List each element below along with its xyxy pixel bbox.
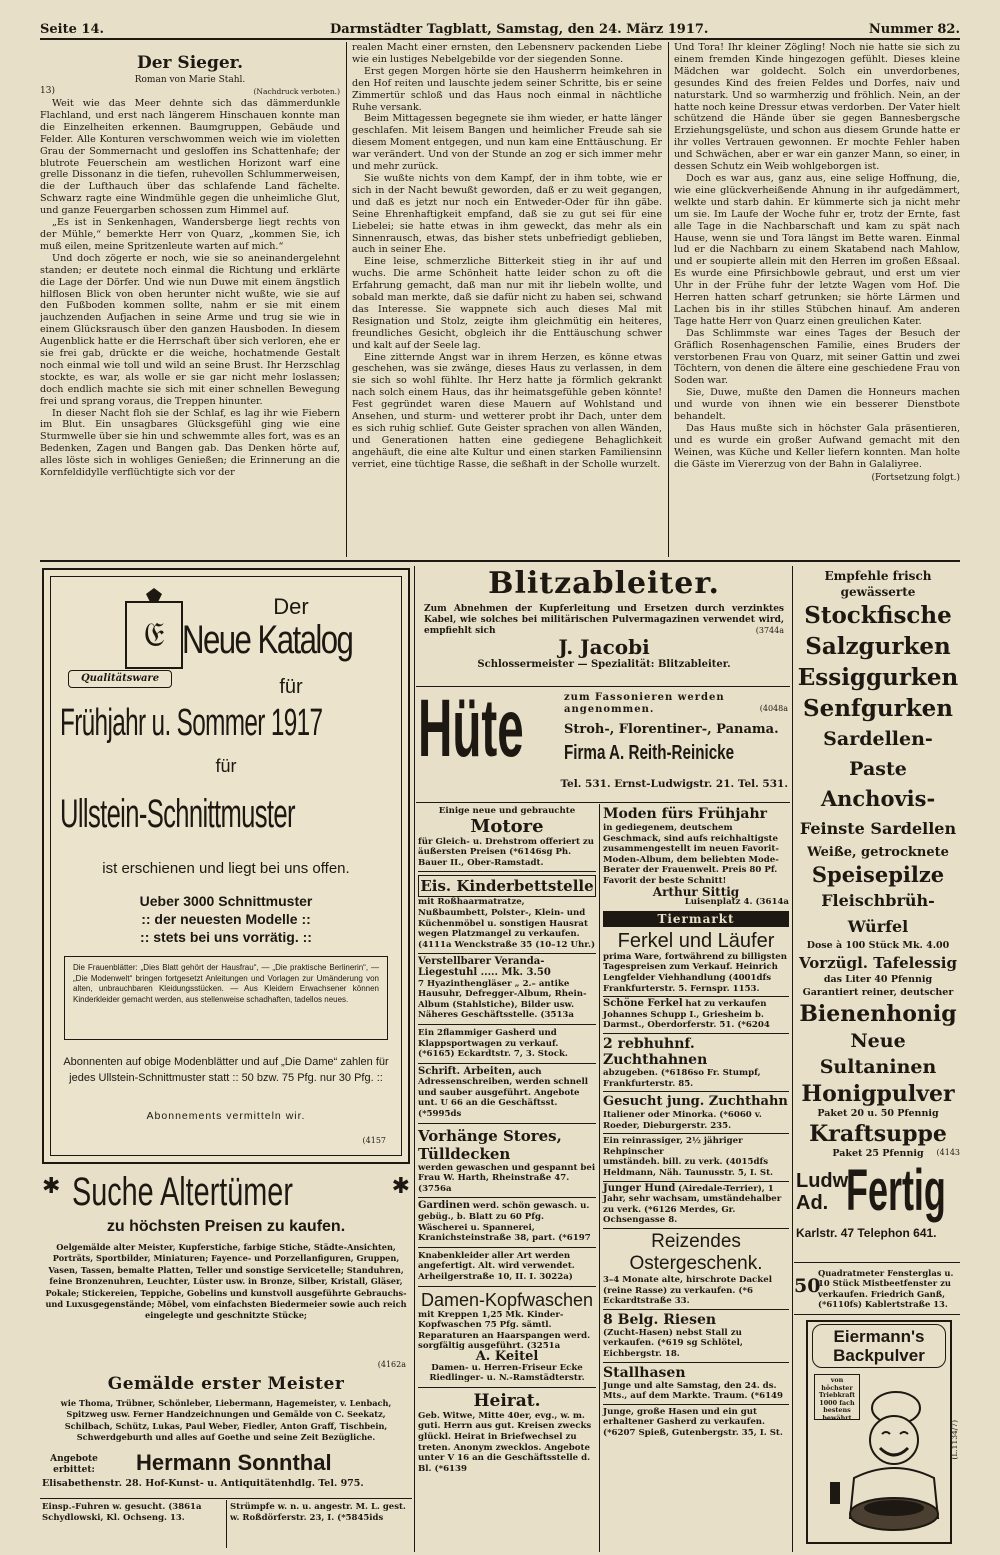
ad-pre: Einige neue und gebrauchte <box>438 806 576 816</box>
ad-altertuemer <box>42 1172 410 1514</box>
ad-code: (4162a <box>377 1360 406 1369</box>
paragraph: Eine leise, schmerzliche Bitterkeit stieg in ihr auf und wuchs. Die arme Schönheit hatte leider schon zu oft die Erfahrung gemacht, daß man nur mit ihr liebeln wollte, und sobald man merkte, daß sie dafür nicht zu haben sei, schwand das Interesse. Sie wappnete sich auch dieses Mal mit Resignation und Stolz, zeigte ihm gleichmütig ein heiteres, freundliches Gesicht, obgleich ihr die Enttäuschung schwer und kalt auf der Seele lag. <box>352 256 662 351</box>
fertig-name: Fertig <box>846 1158 946 1223</box>
ad-heading: Gesucht jung. Zuchthahn <box>603 1094 788 1110</box>
ad-stallhasen <box>603 1365 789 1402</box>
ad-text: Italiener oder Minorka. (*6060 v. Roeder, Dieburgerstr. 235. <box>603 1110 762 1131</box>
ad-text: umständeh. bill. zu verk. (4015dfs Heldmann, Näh. Taunusstr. 5, I. St. <box>603 1157 774 1179</box>
ad-code: (4157 <box>362 1136 386 1145</box>
ad-rule <box>794 1262 960 1263</box>
ad-heading: Junger Hund <box>603 1182 676 1194</box>
katalog-bold-1: Ueber 3000 Schnittmuster <box>139 893 313 909</box>
paragraph: realen Macht einer ernsten, den Lebensnerv packenden Liebe wie ein lustiges Nebelgebilde vor der siegenden Sonne. <box>352 42 662 65</box>
tiermarkt-header: Tiermarkt <box>603 911 789 927</box>
ad-heading: Ein 2flammiger Gasherd und Klappsportwagen zu verkauf. <box>418 1027 559 1049</box>
altertuemer-sub: zu höchsten Preisen zu kaufen. <box>106 1218 346 1235</box>
ad-ferkel <box>603 930 789 994</box>
ad-kinderbett <box>418 875 596 950</box>
star-icon: ✱ <box>391 1174 410 1199</box>
fertig-honig: Honigpulver <box>801 1081 955 1107</box>
serial-title: Der Sieger. <box>136 53 243 73</box>
ad-rule <box>794 1314 960 1315</box>
ad-text: aller Art werden angefertigt. Alt. wird verwendet. Arheilgerstraße 10, II. I. 3022a) <box>418 1250 575 1282</box>
ad-text: werd. schön gewasch. u. gebüg., b. Blatt zu 60 Pfg. Wäscherei u. Spannerei, Kranichsteinstraße 38, part. (*6197 <box>418 1201 591 1244</box>
cake-top-icon <box>864 1500 924 1516</box>
huete-line-1: zum Fassonieren werden angenommen. <box>564 692 725 715</box>
ad-text: Damen- u. Herren-Friseur Ecke Riedlinger- u. N.-Ramstädterstr. <box>429 1362 585 1384</box>
paragraph: Beim Mittagessen begegnete sie ihm wieder, er hatte länger geschlafen. Mit leisem Bangen und heimlicher Freude sah sie diesem Moment entgegen, und nun kam eine Enttäuschung. Er war verändert. Und von der Stunde an zog er sich immer mehr und mehr zurück. <box>352 113 662 173</box>
paragraph: Das Haus mußte sich in höchster Gala präsentieren, und es wurde ein großer Aufwand gemacht mit den Weinen, was Küche und Keller liefern konnten. Man holte die Gäste im Viererzug von der Bahn in Galaliyree. <box>674 423 960 470</box>
huete-address: Tel. 531. Ernst-Ludwigstr. 21. Tel. 531. <box>560 778 788 790</box>
blitz-sub: Schlossermeister — Spezialität: Blitzableiter. <box>477 659 731 670</box>
page-number: Seite 14. <box>40 22 105 37</box>
ad-motore <box>418 806 596 868</box>
ad-heading: Heirat. <box>473 1390 541 1411</box>
ad-ostergeschenk <box>603 1231 789 1307</box>
ad-kopfwaschen <box>418 1290 596 1384</box>
fertig-name-block <box>796 1158 960 1226</box>
ad-gasherd <box>418 1028 596 1060</box>
column-rule <box>599 804 600 1552</box>
fertig-weisse: Weiße, getrocknete <box>807 845 949 860</box>
eiermann-title-2: Backpulver <box>833 1346 925 1365</box>
issue-number: Nummer 82. <box>868 22 960 37</box>
monogram-icon: 𝔈 <box>143 615 165 655</box>
katalog-fuer-1: für <box>279 676 303 698</box>
serial-subtitle: Roman von Marie Stahl. <box>134 75 246 85</box>
masthead: Darmstädter Tagblatt, Samstag, den 24. März 1917. <box>330 22 709 37</box>
column-rule <box>414 566 415 1552</box>
ad-heading: Schrift. Arbeiten, <box>418 1065 516 1077</box>
ad-heading: Reizendes Ostergeschenk. <box>629 1231 763 1275</box>
fertig-item: Senfgurken <box>802 695 954 722</box>
ad-zuchthahn-gesucht <box>603 1094 789 1131</box>
fertig-item: Anchovis- <box>820 786 936 811</box>
fertig-ad: Ad. <box>796 1192 829 1214</box>
katalog-season: Frühjahr u. Sommer 1917 <box>60 702 323 744</box>
ad-fensterglas <box>794 1266 960 1312</box>
fertig-item: Sardellen-Paste <box>823 728 933 780</box>
ad-heading: A. Keitel <box>475 1348 539 1364</box>
fertig-garantiert: Garantiert reiner, deutscher <box>802 987 954 998</box>
ad-heading: Ein reinrassiger, 2½ jähriger Rehpinscher <box>603 1136 743 1157</box>
ad-code: (4048a <box>759 704 788 713</box>
ad-liegestuhl <box>418 957 596 1021</box>
paragraph: Erst gegen Morgen hörte sie den Hausherrn heimkehren in den Hof reiten und lauschte jedem seiner Schritte, bis er seine Zimmertür schloß und das Haus noch einmal in nächtliche Ruhe versank. <box>352 65 662 113</box>
page-header <box>40 20 960 40</box>
fertig-speise: Speisepilze <box>811 862 945 887</box>
ad-text: in gediegenem, deutschem Geschmack, sind aufs reichhaltigste zusammengestellt im neuen Favorit-Moden-Album, dem beliebten Mode-Berater der Frauenwelt. Preis 80 Pf. Favorit der beste Schnitt! <box>603 823 779 886</box>
ad-text: (Zucht-Hasen) nebst Stall zu verkaufen. (*619 sg Schlötel, Eichbergstr. 18. <box>603 1327 743 1359</box>
fertig-ludw: Ludw. <box>796 1170 854 1192</box>
fertig-tafel: Vorzügl. Tafelessig <box>799 954 957 972</box>
paragraph: Und doch zögerte er noch, wie sie so aneinandergelehnt standen; er deutete noch einmal die Richtung und erklärte die Lage der Dörfer. Und wie nun Duwe mit einem ängstlich hilflosen Blick von oben herunter nicht wußte, wie sie auf den Fußboden kommen sollte, nahm er sie mit einem jauchzenden Aufjachen in seine Arme und trug sie wie in einem Glücksrausch über den ganzen Hausboden. In diesem Augenblick hatte er die Herrschaft über sich verloren, ehe er sie frei gab, drückte er die weiche, hochatmende Gestalt noch einmal wie toll und wild an seine Brust. Ihr Herzschlag stockte, es war, als wolle er sie gar nicht mehr loslassen; doch endlich machte sie sich mit einer schnellen Bewegung frei und sprang voraus, die Treppen hinunter. <box>40 252 340 407</box>
ad-blitzableiter <box>418 566 790 686</box>
ad-text: Luisenplatz 4. (3614a <box>684 897 789 908</box>
ad-heading: Ferkel und Läufer <box>617 929 775 952</box>
ad-heading: 8 Belg. Riesen <box>603 1311 717 1328</box>
ad-knabenkleider <box>418 1251 596 1283</box>
paragraph: Sie wußte nichts von dem Kampf, der in ihm tobte, wie er sich in der Nacht bewußt geworden, daß er zu weit gegangen, und daß es jetzt nur noch ein Entweder-Oder für ihn gäbe. Seine Ehrenhaftigkeit empfand, daß sie zu gut sei für eine Liebelei; sie hatte etwas in ihm geweckt, das mehr als ein Sinnenrausch, etwas, das bisher stets unbefriedigt geblieben, auch in seiner Ehe. <box>352 172 662 256</box>
paragraph: „Es ist in Senkenhagen, Wandersberge liegt rechts von der Mühle,“ bemerkte Herr von Quarz, „kommen Sie, ich muß eilen, meine Spritzenleute warten auf mich.“ <box>40 217 340 252</box>
column-rule <box>792 566 793 1552</box>
paragraph: Das Schlimmste war eines Tages der Besuch der Gräflich Rosenhagenschen Familie, eines Bruders der verstorbenen Frau von Quarz, mit seiner Gattin und zwei Töchtern, von denen die ältere eine geschiedene Frau von Soden war. <box>674 327 960 387</box>
gemaelde-text: wie Thoma, Trübner, Schönleber, Liebermann, Hagemeister, v. Lenbach, Spitzweg usw. Ferner Handzeichnungen und Gemälde von C. Seekatz, Schilbach, Schütz, Lukas, Paul Weber, Fiedler, Anton Graff, Tischbein, Schwerdgeburth und alles auf Goethe und seine Zeit Bezügliche. <box>60 1398 392 1443</box>
ad-text: Geb. Witwe, Mitte 40er, evg., w. m. guti. Herrn aus gut. Kreisen zwecks glückl. Heirat in Briefwechsel zu treten. Anonym zwecklos. Angebote unter V 16 an die Geschäftsstelle d. Bl. (*6139 <box>418 1410 592 1474</box>
ad-eiermann <box>806 1320 952 1544</box>
fertig-address: Karlstr. 47 Telephon 641. <box>796 1226 937 1240</box>
ad-rule <box>416 802 790 803</box>
fertig-item: Salzgurken <box>805 633 951 660</box>
katalog-ullstein: Ullstein-Schnittmuster <box>60 792 295 836</box>
ad-code: (3744a <box>755 626 784 635</box>
column-rule <box>668 42 669 557</box>
ad-heading: Vorhänge Stores, Tülldecken <box>418 1126 562 1163</box>
ad-rehpinscher <box>603 1136 789 1178</box>
huete-firma: Firma A. Reith-Reinicke <box>564 742 735 764</box>
ad-text: 3–4 Monate alte, hirschrote Dackel (reine Rasse) zu verkaufen. (*6 Eckardtstraße 33. <box>603 1275 772 1307</box>
katalog-info-box: Die Frauenblätter: „Dies Blatt gehört der Hausfrau“, — „Die praktische Berlinerin“, — „Die Modenwelt“ bringen fortgesetzt Anleitungen und Vorlagen zur Umänderung von alten, unbrauchbaren Kleidungsstücken. — Aus Kleidern Erwachsener können Kinderkleider gemacht werden, aus stellenweise schadhaften, tadellos neues. <box>64 956 388 1040</box>
ad-huete <box>418 683 790 800</box>
ad-text: für Gleich- u. Drehstrom offeriert zu äußersten Preisen (*6146sg Ph. Bauer II., Ober-Ramstadt. <box>418 836 595 868</box>
ad-text: mit Kreppen 1,25 Mk. Kinder-Kopfwaschen 75 Pfg. sämtl. Reparaturen an Haarspangen werd. sorgfältig ausgeführt. (3251a <box>418 1309 591 1352</box>
ad-fuhren: Einsp.-Fuhren w. gesucht. (3861a Schydlowski, Kl. Ochseng. 13. <box>42 1502 202 1523</box>
ad-struempfe: Strümpfe w. n. u. angestr. M. L. gest. w. Roßdörferstr. 23, I. (*5845ids <box>230 1502 406 1523</box>
column-rule <box>226 1500 227 1548</box>
paragraph: Doch es war aus, ganz aus, eine selige Hoffnung, die, wie eine glückverheißende Ahnung in ihr aufgedämmert, welkte und starb dahin. Er kümmerte sich ja nicht mehr um sie. Im Laufe der Woche fuhr er, trotz der Ernte, fast alle Tage in die Nachbarschaft und kam zu spät nach Hause, wenn sie und Tora längst im Bette waren. Einmal lud er die Nachbarn zu einem Skatabend nach Mahlow, und er soupierte allein mit den Herren im großen Eßsaal. Es wurde eine Pfirsichbowle gebraut, und erst um vier Uhr in der Frühe fuhr der letzte Wagen vom Hof. Die Herren hatten scharf getrunken; sie hörte Lärmen und Lachen bis in ihr stilles Stübchen hinauf. Am anderen Tage hatte Herr von Quarz einen greulichen Kater. <box>674 172 960 327</box>
ad-zuchthahnen <box>603 1036 789 1089</box>
reprint-note: (Nachdruck verboten.) <box>253 87 340 96</box>
paragraph: Weit wie das Meer dehnte sich das dämmerdunkle Flachland, und erst nach längerem Hinschauen konnte man die Einzelheiten erkennen. Baumgruppen, Gebäude und Felder. Alle Konturen verschwommen weich wie im violetten Grau der Sommernacht und gesloffen ins Schattenhafe; der blutrote Feuerschein am westlichen Horizont warf eine grelle Dissonanz in die tiefen, ruhevollen Schlummerweisen, die der Lufthauch über das schlafende Land fächelte. Schwarz ragte eine Windmühle gegen die unheimliche Glut, und ganze Feuergarben schossen zum Himmel auf. <box>40 98 340 217</box>
ad-text: prima Ware, fortwährend zu billigsten Tagespreisen zum Verkauf. Heinrich Lengfelder Viehhandlung (4001dfs Frankfurterstr. 5. Fernspr. 1153. <box>603 951 788 994</box>
sonnthal-address: Elisabethenstr. 28. Hof-Kunst- u. Antiquitätenhdlg. Tel. 975. <box>42 1478 364 1489</box>
fertig-liter: das Liter 40 Pfennig <box>823 974 933 985</box>
eiermann-title <box>812 1324 946 1368</box>
eiermann-badge: von höchster Triebkraft 1000 fach bestens bewährt <box>814 1374 860 1420</box>
katalog-bold-2: :: der neuesten Modelle :: <box>141 911 311 927</box>
fertig-kraft: Kraftsuppe <box>809 1121 947 1147</box>
ad-text: werden gewaschen und gespannt bei Frau W. Harth, Rheinstraße 47. (3756a <box>418 1162 596 1194</box>
altertuemer-title: Suche Altertümer <box>72 1170 293 1214</box>
eiermann-title-1: Eiermann's <box>833 1327 925 1346</box>
ad-fertig <box>796 568 960 1248</box>
fertig-item: Essiggurken <box>797 664 959 691</box>
fertig-dose: Dose à 100 Stück Mk. 4.00 <box>806 940 950 951</box>
star-icon: ✱ <box>42 1174 61 1199</box>
katalog-bold-3: :: stets bei uns vorrätig. :: <box>140 929 312 945</box>
fertig-item: Stockfische <box>804 602 952 629</box>
ad-heading: Verstellbarer Veranda-Liegestuhl ..... Mk. 3.50 <box>418 956 551 978</box>
ad-text: (*6165) Eckardtstr. 7, 3. Stock. <box>418 1049 568 1060</box>
ad-schrift <box>418 1067 596 1120</box>
serial-column-1 <box>40 42 340 562</box>
katalog-der: Der <box>273 594 309 619</box>
fenster-num: 50 <box>794 1275 821 1297</box>
fork-icon <box>830 1482 840 1504</box>
ad-text: hat zu verkaufen Johannes Schupp I., Griesheim b. Darmst., Oberdorferstr. 51. (*6204 <box>603 999 770 1031</box>
ad-schoene-ferkel <box>603 999 789 1031</box>
ad-text: Junge und alte Samstag, den 24. ds. Mts., auf dem Markte. Traum. (*6149 <box>603 1380 784 1402</box>
fertig-head: Empfehle frisch gewässerte <box>824 569 932 599</box>
ad-hasen <box>603 1407 789 1439</box>
paragraph: Und Tora! Ihr kleiner Zögling! Noch nie hatte sie sich zu einem fremden Kinde hingezogen gefühlt. Dieses kleine Mädchen war goldecht. Solch ein unverdorbenes, gesundes Kind des freien Feldes und Dorfes, naiv und naturstark. Und so warmherzig und fröhlich. Nein, an der hatte noch keine Dressur etwas verdorben. Der Vater hielt schützend die Hände über sie gegen Bannesbergsche Erziehungsgelüste, und schon aus diesem Grunde hatte er ihr volles Vertrauen gewonnen. Er mochte Fehler haben und Schwächen, aber er war ein ganzer Mann, so einer, in dessen Schutz ein Weib wohlgeborgen ist. <box>674 42 960 173</box>
ad-moden <box>603 806 789 908</box>
ad-heading: Moden fürs Frühjahr <box>603 806 768 822</box>
fertig-item: Feinste Sardellen <box>799 819 957 838</box>
ad-heading: Junge, große Hasen <box>603 1406 699 1417</box>
small-ads-column-right <box>603 806 789 1548</box>
paragraph: In dieser Nacht floh sie der Schlaf, es lag ihr wie Fiebern im Blut. Ein unsagbares Glücksgefühl ging wie eine Sturmwelle über sie hin und schwemmte alles fort, was es an Bedenken, Zagen und Bangen gab. Das Denken hörte auf, alles löste sich in wohliges Genießen; die Erinnerung an die Kornfeldidylle verflüchtigte sich vor der <box>40 407 340 479</box>
katalog-fuer-2: für <box>215 756 237 776</box>
ad-katalog <box>42 568 410 1164</box>
huete-line-2: Stroh-, Florentiner-, Panama. <box>564 722 779 737</box>
angebote-label: Angebote erbittet: <box>50 1454 98 1475</box>
ad-text: auch Adressenschreiben, werden schnell und sauber ausgeführt. Angebote unt. U 66 an die Geschäftsst. (*5995ds <box>418 1066 589 1120</box>
gemaelde-title: Gemälde erster Meister <box>107 1374 345 1394</box>
serial-part-row <box>40 86 340 98</box>
blitz-title: Blitzableiter. <box>488 566 720 601</box>
altertuemer-body: Oelgemälde alter Meister, Kupferstiche, farbige Stiche, Städte-Ansichten, Porträts, Sportbilder, Miniaturen; Fayence- und Porzellanfiguren, Gruppen, Vasen, Tassen, bemalte Platten, Teller und sonstige Servicetelle; Standuhren, feine Bronzenuhren, Leuchter, Lüster usw. in Bronze, Silber, Kristall, Gläser, Pokale; Stickereien, Teppiche, Gobelins und kunstvoll ausgeführte Gebrauchs- und Luxusgegenstände; Möbel, vom einfachsten Biedermeier sowie auch reich eingelegte und geschnitzte Stücke; <box>45 1242 407 1321</box>
katalog-abo-2: Abonnements vermitteln wir. <box>146 1110 306 1122</box>
ad-heading: Knabenkleider <box>418 1250 489 1261</box>
continuation-note: (Fortsetzung folgt.) <box>871 472 960 483</box>
ad-heading: Eis. Kinderbettstelle <box>418 875 596 897</box>
fertig-bienen: Bienenhonig <box>799 1001 957 1027</box>
ad-heading: Stallhasen <box>603 1364 686 1381</box>
ad-text: und ein gut erhaltener Gasherd zu verkaufen. (*6207 Spieß, Gutenbergstr. 35, I. St. <box>603 1406 783 1438</box>
ad-code: (4143 <box>936 1148 960 1157</box>
katalog-line: ist erschienen und liegt bei uns offen. <box>102 860 350 877</box>
ad-text: abzugeben. (*6186so Fr. Stumpf, Frankfurterstr. 85. <box>603 1067 761 1089</box>
qualitaet-label: Qualitätsware <box>68 670 172 688</box>
huete-title: Hüte <box>418 683 524 774</box>
ad-text: mit Roßhaarmatratze, Nußbaumbett, Polster-, Klein- und Küchenmöbel u. sonstigen Hausrat wegen Platzmangel zu verkaufen. (4111a Wenckstraße 35 (10–12 Uhr.) <box>418 897 596 950</box>
katalog-title: Neue Katalog <box>182 618 353 662</box>
serial-part: 13) <box>40 86 55 96</box>
baker-illustration <box>818 1382 944 1540</box>
ad-heading: Motore <box>470 815 544 837</box>
small-ads-column-left <box>418 806 596 1548</box>
ad-vorhaenge <box>418 1127 596 1195</box>
ad-heading: Damen-Kopfwaschen <box>420 1289 594 1310</box>
paragraph: Eine zitternde Angst war in ihrem Herzen, es könne etwas geschehen, was sie zwänge, dieses Haus zu verlassen, in dem sie sich so wohl fühlte. Ihr Herz hatte ja förmlich gekrankt nach solch einem Haus, das ihr heimatsgefühle geben könnte! Fest gegründet waren diese Mauern auf Wohlstand und Ansehen, und sturm- und wetterer probt ihr Dach, unter dem es sich ruhig schlief. Gute Geister sprachen von allen Wänden, und Generationen hatten eine gediegene Behaglichkeit angehäuft, die eine alte Kultur und einen starken Familiensinn verriet, eine tüchtige Rasse, die seßhaft in der Scholle wurzelt. <box>352 351 662 470</box>
blitz-text: Zum Abnehmen der Kupferleitung und Ersetzen durch verzinktes Kabel, wie solches bei militärischen Pulvermagazinen verwendet wird, empfiehlt sich <box>424 604 784 636</box>
blitz-name: J. Jacobi <box>558 635 650 659</box>
paragraph: Sie, Duwe, mußte den Damen die Honneurs machen und wurde von ihnen wie ein besserer Dienstbote behandelt. <box>674 387 960 423</box>
ad-heirat <box>418 1391 596 1475</box>
section-rule <box>40 560 960 562</box>
fertig-sultaninen: Neue Sultaninen <box>819 1030 937 1078</box>
ad-text: 7 Hyazinthengläser „ 2.– antike Hausuhr, Defregger-Album, Rhein-Album (Stahlstiche), Bilder usw. Näheres Geschäftsstelle. (3513a <box>418 978 587 1021</box>
ad-heading: Gardinen <box>418 1200 470 1212</box>
ad-gardinen <box>418 1201 596 1243</box>
ad-junger-hund <box>603 1184 789 1226</box>
katalog-abo: Abonnenten auf obige Modenblätter und auf „Die Dame“ zahlen für jedes Ullstein-Schnittmuster statt :: 50 bzw. 75 Pfg. nur 30 Pfg. :: <box>63 1056 389 1084</box>
ad-belg-riesen <box>603 1312 789 1360</box>
fertig-paket-2: Paket 25 Pfennig <box>832 1148 924 1159</box>
ad-text: (Airedale-Terrier), 1 Jahr, sehr wachsam, umständehalber zu verk. (*6126 Merdes, Gr. Ochsengasse 8. <box>603 1183 782 1226</box>
ad-code: (L.1134/7) <box>950 1420 959 1460</box>
ad-heading: 2 rebhuhnf. Zuchthahnen <box>603 1035 708 1068</box>
fertig-fleisch: Fleischbrüh-Würfel <box>821 891 935 936</box>
baker-face-icon <box>870 1416 918 1464</box>
fertig-paket-1: Paket 20 u. 50 Pfennig <box>817 1108 939 1119</box>
ad-heading: Schöne Ferkel <box>603 998 683 1010</box>
serial-column-3 <box>674 42 960 560</box>
sonnthal-name: Hermann Sonnthal <box>136 1450 332 1475</box>
fenster-text: Quadratmeter Fensterglas u. 10 Stück Mistbeetfenster zu verkaufen. Friedrich Ganß, (*6110fs) Kablertstraße 13. <box>818 1268 954 1310</box>
column-rule <box>346 42 347 557</box>
serial-column-2 <box>352 42 662 557</box>
ad-heading: Arthur Sittig <box>652 884 740 899</box>
ad-rule <box>40 1498 412 1499</box>
